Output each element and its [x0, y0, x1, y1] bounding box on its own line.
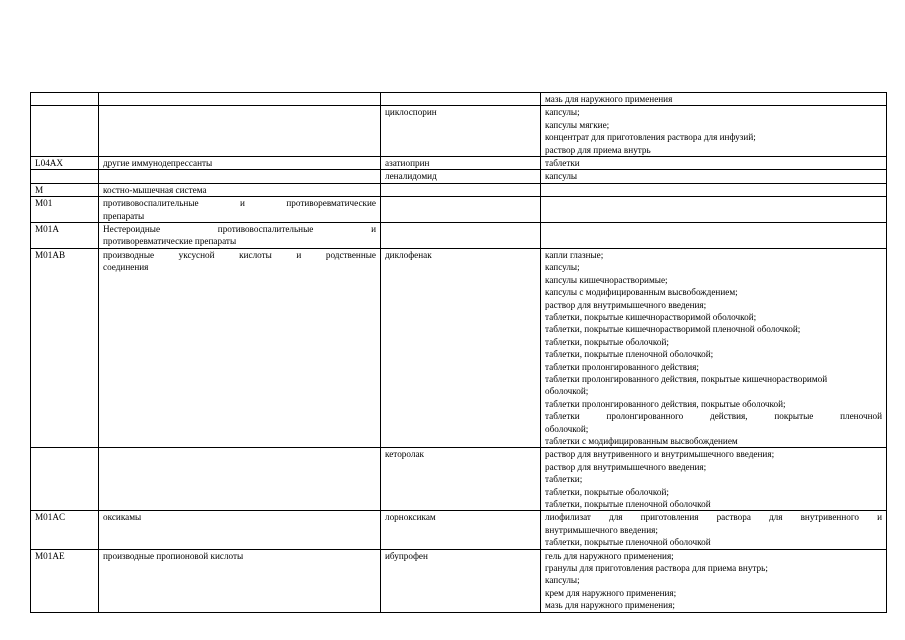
dosage-forms-cell	[541, 183, 887, 196]
atc-code-cell	[31, 106, 99, 157]
dosage-form: раствор для внутримышечного введения;	[545, 461, 707, 472]
dosage-forms-cell	[541, 197, 887, 223]
dosage-form: капсулы кишечнорастворимые;	[545, 274, 668, 285]
dosage-form: раствор для внутривенного и внутримышечного введения;	[545, 449, 775, 460]
group-line: Нестероидные противовоспалительные и	[103, 224, 376, 235]
dosage-form: мазь для наружного применения	[545, 94, 673, 104]
group-line: противоревматические препараты	[103, 236, 237, 247]
dosage-form: мазь для наружного применения;	[545, 600, 675, 611]
group-cell	[99, 248, 381, 448]
dosage-form: таблетки пролонгированного действия;	[545, 361, 699, 372]
atc-code-cell: M	[31, 183, 99, 196]
drug-name-cell: кеторолак	[381, 448, 541, 511]
group-line: противовоспалительные и противоревматические	[103, 198, 376, 209]
group-cell	[99, 93, 381, 106]
drug-name-cell: диклофенак	[381, 248, 541, 448]
atc-code-cell: M01AC	[31, 511, 99, 549]
group-cell	[99, 170, 381, 183]
dosage-form: таблетки	[545, 158, 580, 169]
table-row	[31, 183, 887, 196]
table-row	[31, 170, 887, 183]
dosage-form: оболочкой;	[545, 386, 589, 397]
dosage-form: капли глазные;	[545, 249, 604, 260]
table-row	[31, 248, 887, 448]
atc-code-cell	[31, 93, 99, 106]
dosage-form: лиофилизат для приготовления раствора для внутривенного и	[545, 512, 882, 523]
table-row	[31, 223, 887, 249]
dosage-forms-cell	[541, 170, 887, 183]
group-cell: производные пропионовой кислоты	[99, 549, 381, 612]
table-row	[31, 549, 887, 612]
drug-name-cell	[381, 223, 541, 249]
group-cell	[99, 106, 381, 157]
table-row	[31, 197, 887, 223]
dosage-form: таблетки, покрытые пленочной оболочкой	[545, 499, 711, 509]
dosage-form: гель для наружного применения;	[545, 550, 674, 561]
drug-name-cell: циклоспорин	[381, 106, 541, 157]
dosage-forms-cell	[541, 448, 887, 511]
dosage-form: капсулы	[545, 171, 578, 182]
dosage-form: таблетки, покрытые оболочкой;	[545, 486, 669, 497]
dosage-forms-cell	[541, 106, 887, 157]
dosage-form: раствор для приема внутрь	[545, 144, 651, 155]
dosage-forms-cell	[541, 223, 887, 249]
atc-code-cell: L04AX	[31, 157, 99, 170]
atc-code-cell: M01AE	[31, 549, 99, 612]
dosage-form: таблетки пролонгированного действия, покрытые пленочной	[545, 411, 882, 422]
dosage-form: раствор для внутримышечного введения;	[545, 299, 707, 310]
drug-name-cell: лорноксикам	[381, 511, 541, 549]
medication-table	[30, 92, 887, 613]
dosage-form: таблетки, покрытые кишечнорастворимой оболочкой;	[545, 311, 757, 322]
atc-code-cell	[31, 448, 99, 511]
dosage-forms-cell	[541, 549, 887, 612]
group-cell: костно-мышечная система	[99, 183, 381, 196]
table-row	[31, 448, 887, 511]
dosage-form: гранулы для приготовления раствора для приема внутрь;	[545, 563, 768, 574]
group-cell: другие иммунодепрессанты	[99, 157, 381, 170]
table-row	[31, 93, 887, 106]
drug-name-cell	[381, 197, 541, 223]
group-line: соединения	[103, 262, 149, 273]
dosage-forms-cell	[541, 93, 887, 106]
dosage-form: капсулы;	[545, 107, 580, 118]
dosage-forms-cell	[541, 157, 887, 170]
table-row	[31, 106, 887, 157]
table-row	[31, 157, 887, 170]
drug-name-cell: азатиоприн	[381, 157, 541, 170]
group-cell	[99, 197, 381, 223]
dosage-form: таблетки, покрытые пленочной оболочкой;	[545, 349, 714, 360]
dosage-forms-cell	[541, 511, 887, 549]
dosage-form: таблетки с модифицированным высвобождением	[545, 435, 738, 446]
dosage-form: капсулы с модифицированным высвобождением;	[545, 287, 738, 298]
dosage-form: капсулы;	[545, 575, 580, 586]
atc-code-cell	[31, 170, 99, 183]
dosage-form: крем для наружного применения;	[545, 587, 677, 598]
dosage-form: капсулы;	[545, 262, 580, 273]
atc-code-cell: M01	[31, 197, 99, 223]
dosage-form: таблетки, покрытые пленочной оболочкой	[545, 537, 711, 548]
group-cell	[99, 448, 381, 511]
table-row	[31, 511, 887, 549]
drug-name-cell	[381, 93, 541, 106]
dosage-form: таблетки, покрытые оболочкой;	[545, 336, 669, 347]
dosage-form: таблетки;	[545, 474, 583, 485]
atc-code-cell: M01A	[31, 223, 99, 249]
group-cell	[99, 223, 381, 249]
atc-code-cell: M01AB	[31, 248, 99, 448]
dosage-form: концентрат для приготовления раствора для инфузий;	[545, 132, 756, 143]
group-line: препараты	[103, 210, 145, 221]
drug-name-cell: леналидомид	[381, 170, 541, 183]
dosage-form: таблетки пролонгированного действия, покрытые оболочкой;	[545, 398, 786, 409]
drug-name-cell	[381, 183, 541, 196]
dosage-form: капсулы мягкие;	[545, 119, 610, 130]
drug-name-cell: ибупрофен	[381, 549, 541, 612]
dosage-form: таблетки пролонгированного действия, покрытые кишечнорастворимой	[545, 373, 828, 384]
dosage-form: таблетки, покрытые кишечнорастворимой пленочной оболочкой;	[545, 324, 801, 335]
dosage-forms-cell	[541, 248, 887, 448]
dosage-form: внутримышечного введения;	[545, 524, 658, 535]
group-cell: оксикамы	[99, 511, 381, 549]
group-line: производные уксусной кислоты и родственные	[103, 249, 376, 260]
dosage-form: оболочкой;	[545, 423, 589, 434]
